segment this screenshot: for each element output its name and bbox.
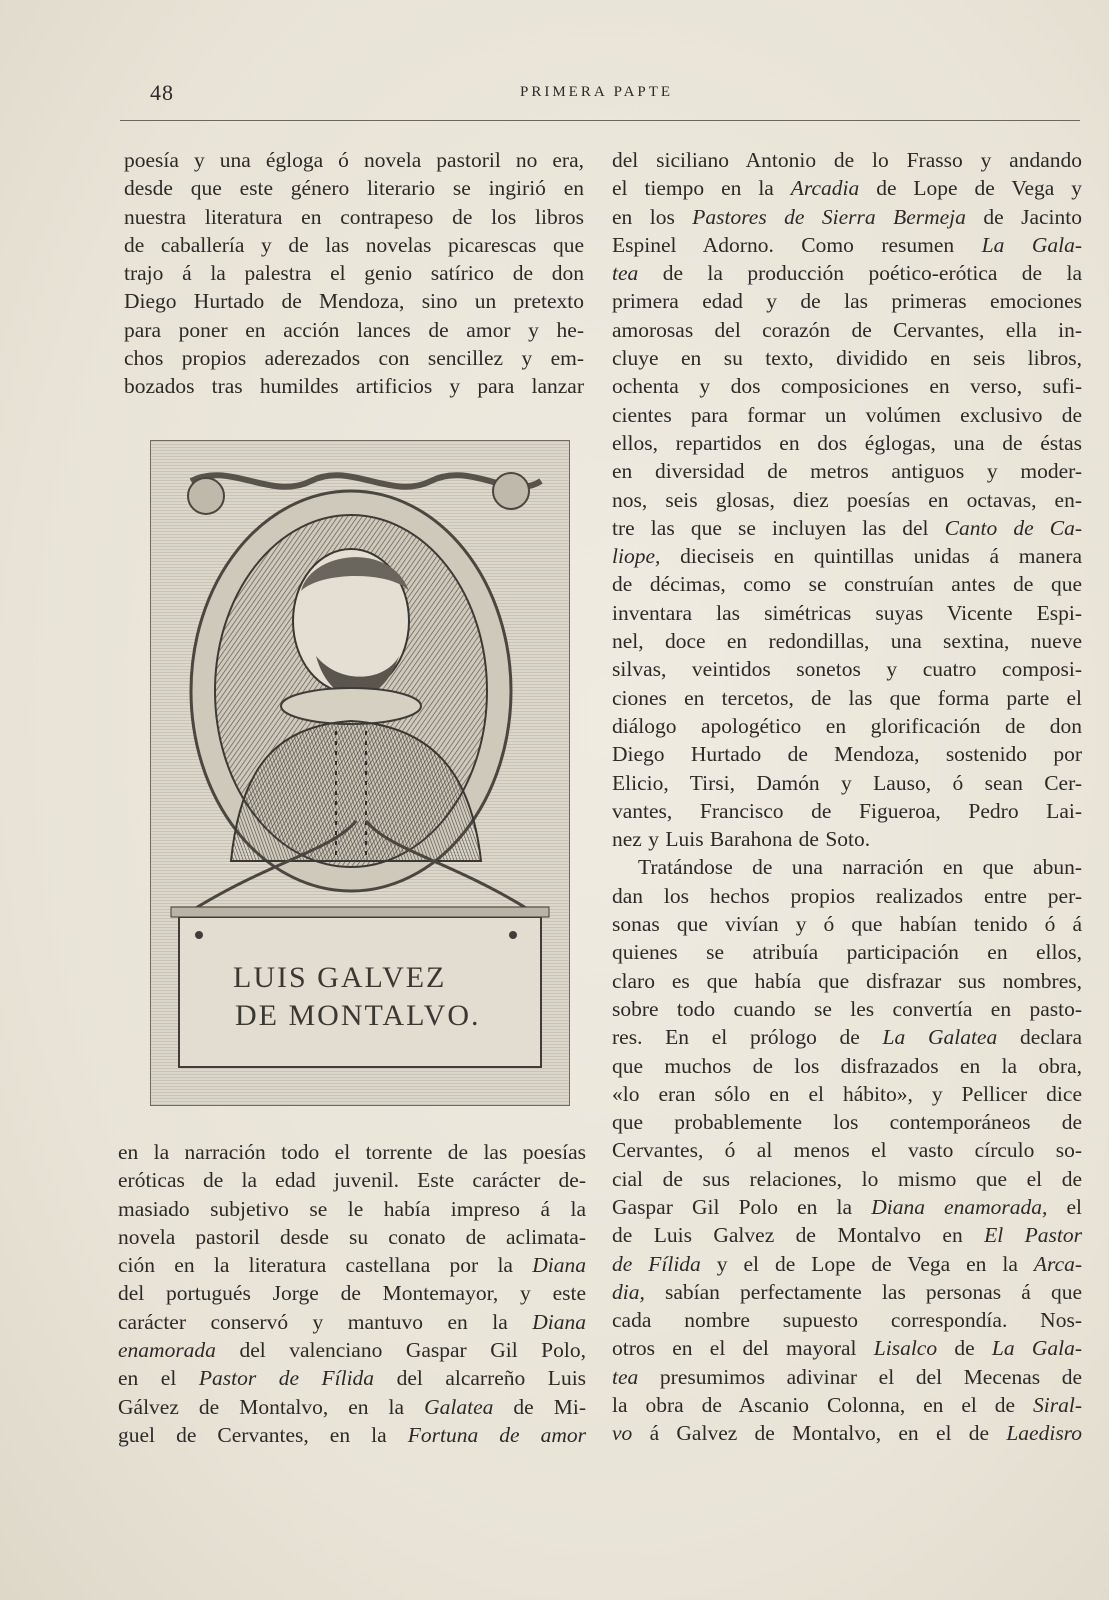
text-line: Gaspar Gil Polo en la Diana enamorada, el [612, 1194, 1083, 1219]
portrait-caption-line1: LUIS GALVEZ [233, 961, 447, 994]
text-line: para poner en acción lances de amor y he- [124, 317, 584, 342]
text-line: masiado subjetivo se le había impreso á la [118, 1196, 586, 1221]
text-line: nel, doce en redondillas, una sextina, nueve [612, 629, 1082, 654]
text-line: Diego Hurtado de Mendoza, sostenido por [612, 742, 1082, 767]
text-line: del portugués Jorge de Montemayor, y este [118, 1281, 586, 1306]
text-line: en la narración todo el torrente de las poesías [118, 1140, 586, 1164]
text-line: vantes, Francisco de Figueroa, Pedro Lai- [612, 798, 1082, 823]
text-line: cluye en su texto, dividido en seis libros, [612, 346, 1082, 371]
text-line: Cervantes, ó al menos el vasto círculo so- [612, 1138, 1082, 1163]
text-line: que muchos de los disfrazados en la obra, [612, 1053, 1082, 1078]
text-line: sonas que vivían y ó que habían tenido ó á [612, 912, 1082, 937]
text-line: claro es que había que disfrazar sus nombres, [612, 968, 1082, 993]
text-line: inventara las simétricas suyas Vicente Espi- [612, 600, 1082, 625]
page-number: 48 [150, 80, 174, 105]
text-line: cientes para formar un volúmen exclusivo de [612, 402, 1082, 427]
right-column [612, 146, 1082, 1448]
left-column-bottom [118, 1138, 586, 1449]
text-line: trajo á la palestra el genio satírico de don [124, 261, 584, 286]
text-line: en el Pastor de Fílida del alcarreño Luis [118, 1366, 587, 1391]
text-line: eróticas de la edad juvenil. Este carácter de- [118, 1168, 586, 1193]
portrait-engraving [150, 440, 570, 1106]
text-line: guel de Cervantes, en la Fortuna de amor [118, 1422, 586, 1447]
text-line: silvas, veintidos sonetos y cuatro composi- [612, 657, 1082, 682]
text-line: primera edad y de las primeras emociones [612, 289, 1082, 314]
text-line: ciones en tercetos, de las que forma parte el [612, 685, 1082, 710]
text-line: el tiempo en la Arcadia de Lope de Vega y [612, 176, 1083, 201]
text-line: bozados tras humildes artificios y para lanzar [124, 374, 584, 399]
text-line: ellos, repartidos en dos églogas, una de éstas [612, 430, 1082, 455]
text-line: de Luis Galvez de Montalvo en El Pastor [612, 1223, 1082, 1248]
text-line: cial de sus relaciones, lo mismo que el de [612, 1166, 1082, 1191]
text-line: ción en la literatura castellana por la Diana [118, 1253, 587, 1278]
text-line: quienes se atribuía participación en ellos, [612, 940, 1082, 965]
text-line: «lo eran sólo en el hábito», y Pellicer dice [612, 1081, 1082, 1106]
text-line: tea de la producción poético-erótica de la [612, 261, 1083, 286]
text-line: de décimas, como se construían antes de que [612, 572, 1082, 597]
text-line: cada nombre supuesto correspondía. Nos- [612, 1308, 1082, 1333]
text-line: diálogo apologético en glorificación de don [612, 713, 1082, 738]
text-line: novela pastoril desde su conato de aclimata- [118, 1224, 586, 1249]
text-line: la obra de Ascanio Colonna, en el de Siral- [612, 1393, 1082, 1418]
header-rule [120, 120, 1080, 121]
text-line: liope, dieciseis en quintillas unidas á manera [612, 544, 1083, 569]
running-head: PRIMERA PAPTE [520, 84, 674, 100]
text-line: Tratándose de una narración en que abun- [638, 855, 1082, 880]
page-header [150, 80, 1060, 110]
text-line: Elicio, Tirsi, Damón y Lauso, ó sean Cer- [612, 770, 1082, 795]
text-line: tre las que se incluyen las del Canto de Ca- [612, 515, 1082, 540]
text-line: desde que este género literario se ingirió en [124, 176, 584, 201]
text-line: en los Pastores de Sierra Bermeja de Jacinto [612, 204, 1082, 229]
text-line: que probablemente los contemporáneos de [612, 1110, 1082, 1135]
text-line: nuestra literatura en contrapeso de los libros [124, 204, 584, 229]
text-line: Diego Hurtado de Mendoza, sino un pretexto [124, 289, 584, 314]
text-line: amorosas del corazón de Cervantes, ella in- [612, 317, 1082, 342]
text-line: dan los hechos propios realizados entre per- [612, 883, 1082, 908]
text-line: res. En el prólogo de La Galatea declara [612, 1025, 1082, 1050]
text-line: del siciliano Antonio de lo Frasso y andando [612, 148, 1082, 172]
text-line: en diversidad de metros antiguos y moder- [612, 459, 1082, 484]
text-line: vo á Galvez de Montalvo, en el de Laedisro [612, 1421, 1083, 1446]
text-line: sobre todo cuando se les convertía en pasto- [612, 996, 1082, 1021]
text-line: nez y Luis Barahona de Soto. [612, 827, 871, 852]
text-line: chos propios aderezados con sencillez y em- [124, 346, 584, 371]
left-column-top [124, 146, 584, 401]
text-line: ochenta y dos composiciones en verso, sufi- [612, 374, 1082, 399]
text-line: enamorada del valenciano Gaspar Gil Polo, [118, 1338, 586, 1363]
portrait-caption-line2: DE MONTALVO. [235, 999, 481, 1032]
text-line: poesía y una égloga ó novela pastoril no era, [124, 148, 584, 172]
text-line: Espinel Adorno. Como resumen La Gala- [612, 232, 1083, 257]
text-line: dia, sabían perfectamente las personas á que [612, 1279, 1083, 1304]
text-line: carácter conservó y mantuvo en la Diana [118, 1309, 587, 1334]
text-line: de Fílida y el de Lope de Vega en la Arca- [612, 1251, 1083, 1276]
text-line: Gálvez de Montalvo, en la Galatea de Mi- [118, 1394, 586, 1419]
text-line: otros en el del mayoral Lisalco de La Gala- [612, 1336, 1083, 1361]
text-line: nos, seis glosas, diez poesías en octavas, en- [612, 487, 1082, 512]
text-line: tea presumimos adivinar el del Mecenas de [612, 1364, 1083, 1389]
text-line: de caballería y de las novelas picarescas que [124, 232, 584, 257]
